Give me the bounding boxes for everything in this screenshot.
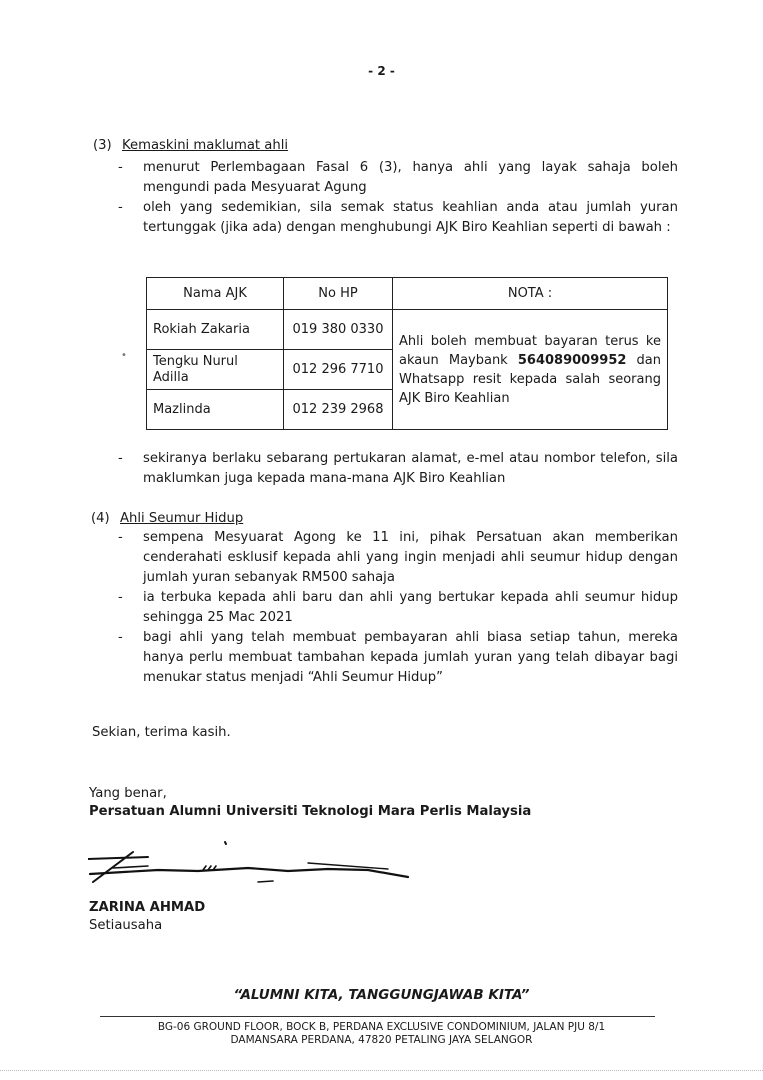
bullet-dash: - xyxy=(118,200,123,215)
bullet-dash: - xyxy=(118,630,123,645)
bullet-text: sempena Mesyuarat Agong ke 11 ini, pihak Persatuan akan memberikan cenderahati esklusif kepada ahli yang ingin menjadi ahli seumur hidup dengan jumlah yuran sebanyak RM500 sahaja xyxy=(143,530,678,585)
ajk-name: Tengku Nurul Adilla xyxy=(147,350,284,390)
signatory-name: ZARINA AHMAD xyxy=(89,900,206,915)
signatory-role: Setiausaha xyxy=(89,918,163,933)
signoff: Yang benar, xyxy=(89,786,167,801)
signature-image xyxy=(88,838,418,898)
bullet-item xyxy=(118,158,678,198)
closing-text: Sekian, terima kasih. xyxy=(92,725,231,740)
bullet-dash: - xyxy=(118,451,123,466)
scan-mark: • xyxy=(121,350,127,361)
organization-name: Persatuan Alumni Universiti Teknologi Mara Perlis Malaysia xyxy=(89,804,532,819)
ajk-phone: 012 296 7710 xyxy=(284,350,393,390)
section-title: Kemaskini maklumat ahli xyxy=(122,138,289,153)
maybank-account-number: 564089009952 xyxy=(517,352,627,368)
section-number: (3) xyxy=(93,138,112,153)
bullet-item xyxy=(118,628,678,688)
bullet-text: sekiranya berlaku sebarang pertukaran alamat, e-mel atau nombor telefon, sila maklumkan juga kepada mana-mana AJK Biro Keahlian xyxy=(143,451,678,486)
bullet-dash: - xyxy=(118,590,123,605)
section-title: Ahli Seumur Hidup xyxy=(120,511,244,526)
address-line-1: BG-06 GROUND FLOOR, BOCK B, PERDANA EXCLUSIVE CONDOMINIUM, JALAN PJU 8/1 xyxy=(157,1021,606,1033)
bullet-item xyxy=(118,528,678,588)
bullet-item xyxy=(118,588,678,628)
ajk-phone: 012 239 2968 xyxy=(284,390,393,430)
nota-cell xyxy=(393,310,668,430)
nota-text-end: dan Whatsapp resit kepada salah seorang AJK Biro Keahlian xyxy=(399,352,662,406)
bullet-text: bagi ahli yang telah membuat pembayaran ahli biasa setiap tahun, mereka hanya perlu membuat tambahan kepada jumlah yuran yang telah dibayar bagi menukar status menjadi “Ahli Seumur Hidup” xyxy=(143,630,678,685)
bullet-text: oleh yang sedemikian, sila semak status keahlian anda atau jumlah yuran tertunggak (jika ada) dengan menghubungi AJK Biro Keahlian seperti di bawah : xyxy=(143,200,678,235)
header-no-hp: No HP xyxy=(284,278,393,310)
section-number: (4) xyxy=(91,511,110,526)
bullet-dash: - xyxy=(118,160,123,175)
bullet-text: ia terbuka kepada ahli baru dan ahli yang bertukar kepada ahli seumur hidup sehingga 25 Mac 2021 xyxy=(143,590,678,625)
bullet-item xyxy=(118,198,678,258)
ajk-name: Mazlinda xyxy=(147,390,284,430)
ajk-phone: 019 380 0330 xyxy=(284,310,393,350)
footer-divider xyxy=(100,1016,655,1017)
motto: “ALUMNI KITA, TANGGUNGJAWAB KITA” xyxy=(233,987,530,1003)
bullet-item xyxy=(118,449,678,489)
scan-edge-artifact xyxy=(0,1070,763,1073)
ajk-name: Rokiah Zakaria xyxy=(147,310,284,350)
bullet-dash: - xyxy=(118,530,123,545)
ajk-contact-table xyxy=(146,277,668,430)
nota-text: Ahli boleh membuat bayaran terus ke akaun Maybank xyxy=(399,333,661,368)
header-nota: NOTA : xyxy=(393,278,668,310)
section-3-heading xyxy=(93,138,393,156)
table-row xyxy=(147,310,668,350)
table-header-row xyxy=(147,278,668,310)
section-4-heading xyxy=(91,511,391,529)
page-number: - 2 - xyxy=(368,64,395,78)
address-line-2: DAMANSARA PERDANA, 47820 PETALING JAYA SELANGOR xyxy=(230,1034,533,1046)
bullet-text: menurut Perlembagaan Fasal 6 (3), hanya ahli yang layak sahaja boleh mengundi pada Mesyuarat Agung xyxy=(143,160,678,195)
header-nama-ajk: Nama AJK xyxy=(147,278,284,310)
